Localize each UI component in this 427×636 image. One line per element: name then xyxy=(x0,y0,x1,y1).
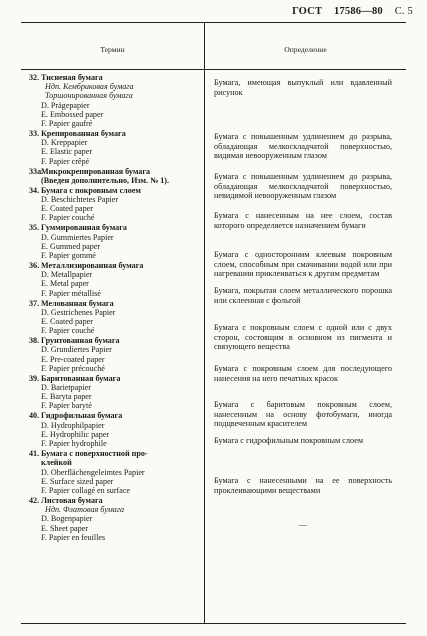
term-translation: F. Papier baryté xyxy=(41,401,92,411)
term-number: 32. xyxy=(29,73,40,82)
term-entry xyxy=(29,336,201,373)
term-translation: F. Papier crêpé xyxy=(41,156,90,166)
term-translation: E. Pre-coated paper xyxy=(41,354,105,364)
term-translation: F. Papier en feuilles xyxy=(41,532,106,542)
term-translation: D. Grundiertes Papier xyxy=(41,345,112,355)
term-translation: E. Hydrophilic paper xyxy=(41,429,110,439)
term-translation: E. Elastic paper xyxy=(41,147,93,157)
term-synonym: Торшонированная бумага xyxy=(45,91,133,101)
term-heading xyxy=(29,261,201,270)
term-translation: E. Metal paper xyxy=(41,279,89,289)
term-heading xyxy=(29,336,201,345)
term-translation: F. Papier gommé xyxy=(41,251,96,261)
term-continuation: (Введен дополнительно, Изм. № 1). xyxy=(41,175,169,185)
term-number: 38. xyxy=(29,336,40,346)
column-divider xyxy=(204,23,205,623)
term-number: 34. xyxy=(29,185,40,195)
term-heading xyxy=(29,73,201,82)
term-number: 35. xyxy=(29,223,40,233)
term-translation: D. Oberflächengeleimtes Papier xyxy=(41,467,145,477)
definition: Бумага с нанесенными на ее поверхность проклеивающими веществами xyxy=(214,476,392,495)
term-translation: F. Papier collagé en surface xyxy=(41,485,131,495)
definition: Бумага с повышенным удлинением до разрыва, обладающая мелкоскладчатой поверхностью, видимая невооруженным глазом xyxy=(214,132,392,161)
term-heading xyxy=(29,223,201,232)
term-entry xyxy=(29,496,201,542)
term-name: Баритованная бумага xyxy=(41,373,121,383)
term-name: Бумага с покровным слоем xyxy=(41,185,141,195)
term-number: 42. xyxy=(29,495,40,505)
term-translation: E. Surface sized paper xyxy=(41,476,114,486)
term-number: 36. xyxy=(29,261,40,271)
term-continuation: клейкой xyxy=(41,458,72,468)
term-name: Микрокрепированная бумага xyxy=(41,166,151,176)
definition-column-header: Определение xyxy=(284,45,327,54)
terms-column-header: Термин xyxy=(100,45,125,54)
terms-column xyxy=(29,73,201,543)
term-entry xyxy=(29,73,201,128)
term-translation: E. Sheet paper xyxy=(41,523,88,533)
definition: — xyxy=(298,520,308,529)
term-name: Мелованная бумага xyxy=(41,298,114,308)
term-name: Металлизированная бумага xyxy=(41,261,144,271)
term-translation: F. Papier précouché xyxy=(41,363,105,373)
term-entry xyxy=(29,223,201,260)
gost-label: ГОСТ xyxy=(292,6,323,17)
term-entry xyxy=(29,299,201,336)
term-name: Тисненая бумага xyxy=(41,73,103,82)
term-translation: D. Gummiertes Papier xyxy=(41,232,114,242)
term-translation: D. Metallpapier xyxy=(41,270,93,280)
term-translation: F. Papier hydrophile xyxy=(41,439,107,449)
term-translation: F. Papier couché xyxy=(41,326,95,336)
term-number: 33. xyxy=(29,129,40,139)
term-heading xyxy=(29,411,201,420)
term-entry xyxy=(29,186,201,223)
definition: Бумага с гидрофильным покровным слоем xyxy=(214,436,364,445)
term-translation: E. Gummed paper xyxy=(41,241,101,251)
definition: Бумага, покрытая слоем металлического порошка или склеенная с фольгой xyxy=(214,286,392,305)
definition: Бумага с баритовым покровным слоем, нанесенным на основу фотобумаги, иногда подцвеченным красителем xyxy=(214,400,392,429)
term-heading xyxy=(29,186,201,195)
term-number: 40. xyxy=(29,411,40,421)
term-translation: F. Papier gaufré xyxy=(41,119,93,129)
page-number: С. 5 xyxy=(394,6,413,17)
term-translation: E. Coated paper xyxy=(41,204,93,214)
term-translation: D. Bogenpapier xyxy=(41,514,93,524)
term-translation: D. Beschichtetes Papier xyxy=(41,195,119,205)
term-entry xyxy=(29,374,201,411)
term-number: 41. xyxy=(29,449,40,459)
term-number: 37. xyxy=(29,298,40,308)
term-heading xyxy=(29,449,201,458)
term-heading xyxy=(29,374,201,383)
term-translation: E. Coated paper xyxy=(41,317,93,327)
table-header xyxy=(21,23,406,70)
term-number: 39. xyxy=(29,373,40,383)
term-entry xyxy=(29,261,201,298)
term-heading xyxy=(29,299,201,308)
definition: Бумага с повышенным удлинением до разрыва, обладающая мелкоскладчатой поверхностью, невидимой невооруженным глазом xyxy=(214,172,392,201)
term-translation: D. Kreppapier xyxy=(41,138,88,148)
term-translation: E. Baryta paper xyxy=(41,392,92,402)
definition: Бумага, имеющая выпуклый или вдавленный рисунок xyxy=(214,78,392,97)
term-entry xyxy=(29,411,201,448)
term-name: Гуммированная бумага xyxy=(41,223,127,233)
gost-number: 17586—80 xyxy=(334,6,383,17)
definition: Бумага с нанесенным на нее слоем, состав которого определяется назначением бумаги xyxy=(214,211,392,230)
term-heading xyxy=(29,129,201,138)
term-entry xyxy=(29,167,201,185)
term-translation: F. Papier métallisé xyxy=(41,288,101,298)
term-translation: D. Gestrichenes Papier xyxy=(41,307,116,317)
page-header xyxy=(283,6,413,17)
term-translation: D. Hydrophilpapier xyxy=(41,420,105,430)
term-name: Крепированная бумага xyxy=(41,129,126,139)
definition: Бумага с покровным слоем для последующего нанесения на него печатных красок xyxy=(214,364,392,383)
definition: Бумага с покровным слоем с одной или с двух сторон, состоящим в основном из пигмента и связующего вещества xyxy=(214,323,392,352)
term-name: Гидрофильная бумага xyxy=(41,411,123,421)
term-entry xyxy=(29,129,201,166)
term-heading xyxy=(29,496,201,505)
term-translation: F. Papier couché xyxy=(41,213,95,223)
term-name: Грунтованная бумага xyxy=(41,336,120,346)
term-heading xyxy=(29,167,201,176)
term-entry xyxy=(29,449,201,495)
term-translation: D. Prägepapier xyxy=(41,100,90,110)
term-translation: E. Embossed paper xyxy=(41,109,104,119)
term-name: Листовая бумага xyxy=(41,495,103,505)
term-name: Бумага с поверхностной про- xyxy=(41,449,148,459)
definition: Бумага с односторонним клеевым покровным слоем, способным при смачивании водой или при нагревании приклеиваться к другим предметам xyxy=(214,250,392,279)
term-synonym: Ндп. Флатовая бумага xyxy=(45,505,125,515)
term-number: 33а. xyxy=(29,166,44,176)
term-synonym: Ндп. Кембриковая бумага xyxy=(45,82,134,92)
term-translation: D. Barietpapier xyxy=(41,383,91,393)
